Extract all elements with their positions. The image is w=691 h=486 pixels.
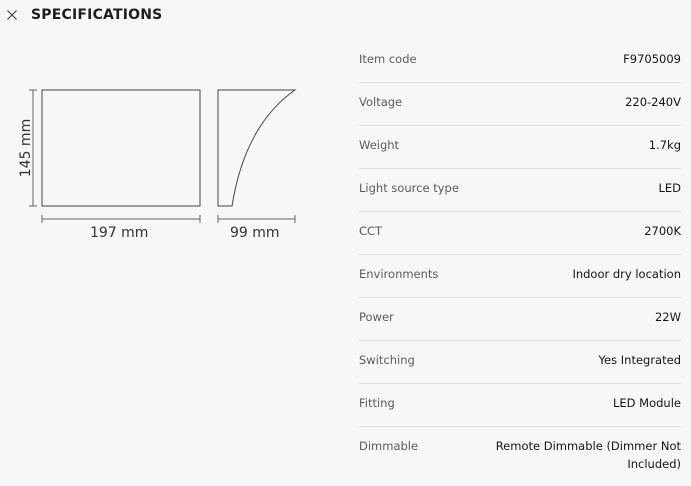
spec-row [359,298,681,341]
height-label: 145 mm [18,118,34,178]
spec-row [359,212,681,255]
spec-row [359,255,681,298]
spec-label: Switching [359,353,415,367]
spec-label: Dimmable [359,439,419,453]
spec-row [359,40,681,83]
spec-row [359,169,681,212]
front-view-outline [42,90,200,206]
spec-value: Yes Integrated [598,353,681,367]
spec-value: 22W [654,310,681,324]
spec-value: F9705009 [623,52,681,66]
spec-row [359,341,681,384]
spec-value: LED [658,181,681,195]
spec-row [359,126,681,169]
close-icon[interactable] [6,9,18,21]
spec-row [359,427,681,475]
product-dimension-drawing [0,80,320,250]
spec-row [359,384,681,427]
specifications-table [359,40,681,475]
spec-value: Remote Dimmable (Dimmer Not Included) [495,439,681,471]
spec-value: 220-240V [625,95,681,109]
width-label: 197 mm [90,225,149,241]
spec-label: Weight [359,138,400,152]
spec-value: 2700K [644,224,681,238]
spec-row [359,83,681,126]
spec-label: Voltage [359,95,403,109]
spec-label: Environments [359,267,439,281]
spec-value: 1.7kg [648,138,681,152]
spec-value: LED Module [612,396,681,410]
spec-label: Light source type [359,181,459,195]
spec-label: Power [359,310,394,324]
spec-value: Indoor dry location [572,267,681,281]
header [6,6,162,24]
spec-label: CCT [359,224,383,238]
depth-label: 99 mm [230,225,280,241]
page-title: SPECIFICATIONS [31,7,163,23]
spec-label: Item code [359,52,417,66]
spec-label: Fitting [359,396,395,410]
side-view-outline [218,90,295,206]
